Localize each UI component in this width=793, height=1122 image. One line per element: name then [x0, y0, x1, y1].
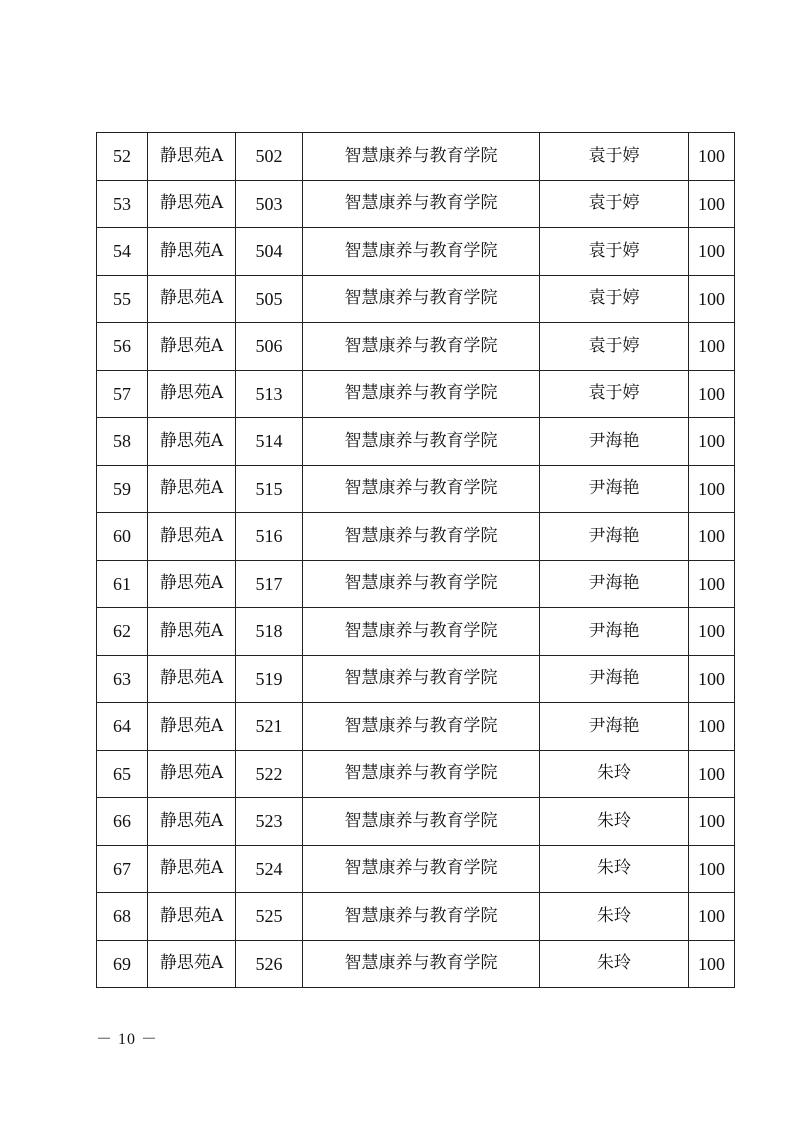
table-row: [97, 180, 735, 228]
score-cell: 100: [689, 275, 735, 323]
page-number: － 10 －: [96, 1031, 159, 1048]
table-row: [97, 370, 735, 418]
building-cell: 静思苑A: [148, 275, 236, 323]
score-cell: 100: [689, 560, 735, 608]
table-row: [97, 228, 735, 276]
score-cell: 100: [689, 893, 735, 941]
table-row: [97, 323, 735, 371]
college-cell: 智慧康养与教育学院: [303, 465, 540, 513]
building-cell: 静思苑A: [148, 655, 236, 703]
row-number-cell: 57: [97, 370, 148, 418]
room-number-cell: 503: [236, 180, 303, 228]
score-cell: 100: [689, 228, 735, 276]
person-in-charge-cell: 朱玲: [540, 940, 689, 988]
building-cell: 静思苑A: [148, 323, 236, 371]
score-cell: 100: [689, 323, 735, 371]
college-cell: 智慧康养与教育学院: [303, 703, 540, 751]
person-in-charge-cell: 朱玲: [540, 798, 689, 846]
person-in-charge-cell: 袁于婷: [540, 228, 689, 276]
row-number-cell: 64: [97, 703, 148, 751]
person-in-charge-cell: 尹海艳: [540, 655, 689, 703]
row-number-cell: 68: [97, 893, 148, 941]
person-in-charge-cell: 袁于婷: [540, 133, 689, 181]
room-number-cell: 521: [236, 703, 303, 751]
score-cell: 100: [689, 703, 735, 751]
score-cell: 100: [689, 513, 735, 561]
building-cell: 静思苑A: [148, 750, 236, 798]
person-in-charge-cell: 朱玲: [540, 893, 689, 941]
person-in-charge-cell: 尹海艳: [540, 608, 689, 656]
college-cell: 智慧康养与教育学院: [303, 940, 540, 988]
table-row: [97, 608, 735, 656]
score-cell: 100: [689, 608, 735, 656]
table-row: [97, 465, 735, 513]
table-row: [97, 275, 735, 323]
table-row: [97, 893, 735, 941]
college-cell: 智慧康养与教育学院: [303, 513, 540, 561]
score-cell: 100: [689, 370, 735, 418]
building-cell: 静思苑A: [148, 703, 236, 751]
row-number-cell: 66: [97, 798, 148, 846]
row-number-cell: 69: [97, 940, 148, 988]
table-row: [97, 798, 735, 846]
row-number-cell: 67: [97, 845, 148, 893]
college-cell: 智慧康养与教育学院: [303, 608, 540, 656]
building-cell: 静思苑A: [148, 228, 236, 276]
person-in-charge-cell: 尹海艳: [540, 513, 689, 561]
score-cell: 100: [689, 798, 735, 846]
building-cell: 静思苑A: [148, 513, 236, 561]
row-number-cell: 58: [97, 418, 148, 466]
room-number-cell: 516: [236, 513, 303, 561]
row-number-cell: 61: [97, 560, 148, 608]
row-number-cell: 55: [97, 275, 148, 323]
college-cell: 智慧康养与教育学院: [303, 275, 540, 323]
room-number-cell: 513: [236, 370, 303, 418]
table-row: [97, 655, 735, 703]
table-row: [97, 133, 735, 181]
person-in-charge-cell: 袁于婷: [540, 180, 689, 228]
row-number-cell: 63: [97, 655, 148, 703]
score-cell: 100: [689, 133, 735, 181]
college-cell: 智慧康养与教育学院: [303, 845, 540, 893]
person-in-charge-cell: 袁于婷: [540, 370, 689, 418]
dormitory-score-table-container: [96, 132, 734, 988]
score-cell: 100: [689, 180, 735, 228]
room-number-cell: 514: [236, 418, 303, 466]
college-cell: 智慧康养与教育学院: [303, 180, 540, 228]
score-cell: 100: [689, 655, 735, 703]
room-number-cell: 522: [236, 750, 303, 798]
room-number-cell: 524: [236, 845, 303, 893]
table-row: [97, 845, 735, 893]
college-cell: 智慧康养与教育学院: [303, 133, 540, 181]
building-cell: 静思苑A: [148, 370, 236, 418]
building-cell: 静思苑A: [148, 798, 236, 846]
person-in-charge-cell: 袁于婷: [540, 323, 689, 371]
building-cell: 静思苑A: [148, 608, 236, 656]
row-number-cell: 56: [97, 323, 148, 371]
college-cell: 智慧康养与教育学院: [303, 228, 540, 276]
person-in-charge-cell: 袁于婷: [540, 275, 689, 323]
person-in-charge-cell: 朱玲: [540, 750, 689, 798]
college-cell: 智慧康养与教育学院: [303, 798, 540, 846]
table-body: [97, 133, 735, 988]
room-number-cell: 526: [236, 940, 303, 988]
building-cell: 静思苑A: [148, 180, 236, 228]
score-cell: 100: [689, 940, 735, 988]
college-cell: 智慧康养与教育学院: [303, 370, 540, 418]
person-in-charge-cell: 尹海艳: [540, 703, 689, 751]
room-number-cell: 518: [236, 608, 303, 656]
room-number-cell: 523: [236, 798, 303, 846]
room-number-cell: 502: [236, 133, 303, 181]
row-number-cell: 53: [97, 180, 148, 228]
row-number-cell: 59: [97, 465, 148, 513]
person-in-charge-cell: 尹海艳: [540, 418, 689, 466]
table-row: [97, 750, 735, 798]
table-row: [97, 703, 735, 751]
person-in-charge-cell: 朱玲: [540, 845, 689, 893]
room-number-cell: 519: [236, 655, 303, 703]
building-cell: 静思苑A: [148, 893, 236, 941]
score-cell: 100: [689, 418, 735, 466]
room-number-cell: 505: [236, 275, 303, 323]
room-number-cell: 525: [236, 893, 303, 941]
row-number-cell: 52: [97, 133, 148, 181]
score-cell: 100: [689, 845, 735, 893]
building-cell: 静思苑A: [148, 940, 236, 988]
building-cell: 静思苑A: [148, 465, 236, 513]
row-number-cell: 65: [97, 750, 148, 798]
dormitory-score-table: [96, 132, 735, 988]
table-row: [97, 418, 735, 466]
college-cell: 智慧康养与教育学院: [303, 893, 540, 941]
room-number-cell: 515: [236, 465, 303, 513]
college-cell: 智慧康养与教育学院: [303, 323, 540, 371]
room-number-cell: 506: [236, 323, 303, 371]
room-number-cell: 517: [236, 560, 303, 608]
table-row: [97, 560, 735, 608]
college-cell: 智慧康养与教育学院: [303, 560, 540, 608]
college-cell: 智慧康养与教育学院: [303, 655, 540, 703]
score-cell: 100: [689, 465, 735, 513]
row-number-cell: 60: [97, 513, 148, 561]
row-number-cell: 54: [97, 228, 148, 276]
row-number-cell: 62: [97, 608, 148, 656]
person-in-charge-cell: 尹海艳: [540, 560, 689, 608]
table-row: [97, 513, 735, 561]
building-cell: 静思苑A: [148, 133, 236, 181]
room-number-cell: 504: [236, 228, 303, 276]
person-in-charge-cell: 尹海艳: [540, 465, 689, 513]
score-cell: 100: [689, 750, 735, 798]
building-cell: 静思苑A: [148, 418, 236, 466]
table-row: [97, 940, 735, 988]
building-cell: 静思苑A: [148, 560, 236, 608]
college-cell: 智慧康养与教育学院: [303, 750, 540, 798]
building-cell: 静思苑A: [148, 845, 236, 893]
college-cell: 智慧康养与教育学院: [303, 418, 540, 466]
